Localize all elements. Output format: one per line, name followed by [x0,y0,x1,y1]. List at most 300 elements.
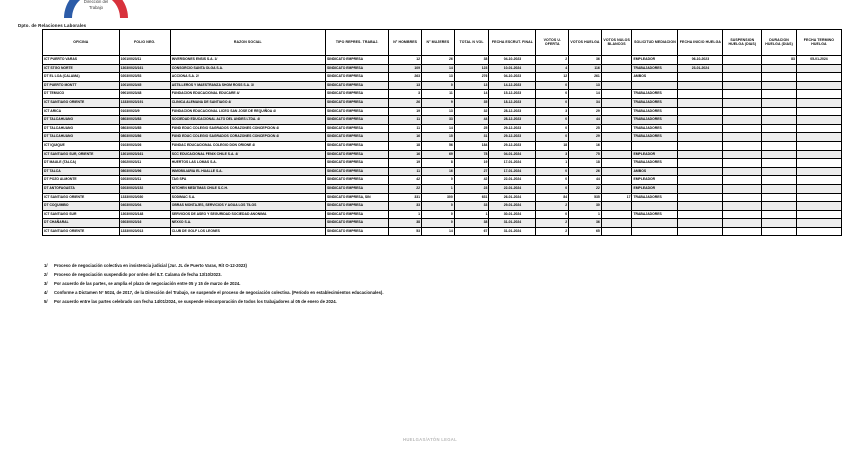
cell-total: 78 [454,150,489,159]
cell-fecha_fin [796,116,841,125]
cell-tipo: SINDICATO EMPRESA [326,90,389,99]
cell-suspension [723,64,762,73]
cell-folio: 1333/0023/191 [119,98,170,107]
cell-razon: KITCHEN MEDITMAS CHILE S.C.H. [170,184,325,193]
cell-razon: ACCIONA S.A. 2/ [170,73,325,82]
cell-mujeres: 8 [422,159,455,168]
table-row [43,56,842,65]
footnote-text: Proceso de negociación colectiva en insistencia judicial (Jur. JL de Puerto Varas, Rit O-12-2023) [54,263,247,268]
cell-votos_nb [601,176,632,185]
cell-hombres: 26 [389,98,422,107]
cell-solicitud: TRABAJADORES [632,64,678,73]
cell-fecha_esc: 18-12-2023 [489,98,536,107]
cell-mujeres: 9 [422,98,455,107]
cell-votos_nb [601,210,632,219]
table-row [43,150,842,159]
cell-fecha_fin [796,210,841,219]
cell-votos_of: 2 [536,227,569,236]
cell-duracion [762,90,797,99]
cell-fecha_ini [678,184,723,193]
cell-votos_of: 0 [536,167,569,176]
cell-oficina: DT TALCAHUANO [43,124,120,133]
footnote [44,291,844,295]
cell-razon: FUND EDUC COLEGIO SAGRADOS CORAZONES CONCEPCION 4/ [170,133,325,142]
cell-oficina: DT TALCA [43,167,120,176]
cell-folio: 1303/0023/161 [119,64,170,73]
cell-fecha_esc: 28-12-2023 [489,116,536,125]
cell-total: 276 [454,73,489,82]
cell-duracion [762,141,797,150]
cell-votos_hu: 34 [569,98,602,107]
cell-mujeres: 0 [422,210,455,219]
cell-tipo: SINDICATO EMPRESA [326,167,389,176]
footnote-index: 1/ [44,263,48,268]
cell-fecha_esc: 26-01-2024 [489,193,536,202]
cell-oficina: DT TEMUCO [43,90,120,99]
cell-tipo: SINDICATO EMPRESA [326,176,389,185]
cell-votos_nb: 17 [601,193,632,202]
cell-votos_hu: 29 [569,133,602,142]
cell-fecha_ini [678,219,723,228]
cell-total: 32 [454,107,489,116]
cell-fecha_ini [678,193,723,202]
cell-folio: 0803/0023/85 [119,124,170,133]
table-row [43,107,842,116]
cell-fecha_esc: 10-01-2024 [489,64,536,73]
cell-oficina: ICT ARICA [43,107,120,116]
cell-votos_hu: 44 [569,176,602,185]
cell-folio: 0803/0023/83 [119,116,170,125]
column-header-suspension: SUSPENSION HUELGA (DIAS) [723,30,762,56]
footnote [44,300,844,304]
cell-folio: 0403/0023/04 [119,202,170,211]
table-row [43,176,842,185]
cell-votos_hu: 25 [569,124,602,133]
cell-fecha_ini [678,150,723,159]
cell-oficina: ICT STGO NORTE [43,64,120,73]
cell-suspension [723,73,762,82]
cell-duracion [762,159,797,168]
cell-tipo: SINDICATO EMPRESA [326,133,389,142]
cell-razon: NEXXO S.A. [170,219,325,228]
cell-fecha_ini: 06-10-2023 [678,56,723,65]
cell-suspension [723,176,762,185]
cell-hombres: 16 [389,133,422,142]
cell-hombres: 19 [389,159,422,168]
footnote-text: Por acuerdo entre las partes celebrado con fecha 14/01/2024, se suspende reincorporación de todos los trabajadores al 05 de enero de 2024. [54,299,337,304]
cell-fecha_esc: 17-01-2024 [489,159,536,168]
cell-fecha_fin [796,98,841,107]
cell-tipo: SINDICATO EMPRESA [326,56,389,65]
cell-total: 38 [454,56,489,65]
cell-votos_of: 0 [536,98,569,107]
cell-suspension [723,202,762,211]
cell-mujeres: 0 [422,176,455,185]
cell-suspension [723,107,762,116]
cell-votos_of: 18 [536,141,569,150]
cell-fecha_esc: 22-01-2024 [489,176,536,185]
cell-votos_of: 0 [536,116,569,125]
cell-duracion [762,184,797,193]
cell-folio: 0803/0023/96 [119,167,170,176]
footnotes [44,264,844,309]
cell-votos_of: 2 [536,202,569,211]
cell-razon: SOCIEDAD EDUCACIONAL ALTO DEL ANDES LTDA. 4/ [170,116,325,125]
cell-votos_nb [601,150,632,159]
cell-fecha_ini [678,176,723,185]
cell-fecha_ini [678,116,723,125]
cell-votos_nb [601,98,632,107]
footnote-index: 5/ [44,299,48,304]
cell-fecha_ini: 23-01-2024 [678,64,723,73]
table-row [43,124,842,133]
cell-razon: OBRAS MONTAJES, SERVICIOS Y AGUA LOS TILOS [170,202,325,211]
table-body [43,56,842,236]
cell-duracion [762,219,797,228]
footnote [44,273,844,277]
cell-folio: 1001/0023/11 [119,56,170,65]
cell-oficina: DT PUERTO MONTT [43,81,120,90]
cell-razon: CLINICA ALEMANA DE SANTIAGO 4/ [170,98,325,107]
page-header [0,0,860,30]
table-row [43,227,842,236]
column-header-duracion: DURACION HUELGA (DIAS) [762,30,797,56]
cell-votos_nb [601,56,632,65]
cell-oficina: ICT IQUIQUE [43,141,120,150]
table-row [43,202,842,211]
table-row [43,210,842,219]
cell-votos_hu: 1 [569,210,602,219]
cell-hombres: 53 [389,227,422,236]
cell-mujeres: 13 [422,73,455,82]
column-header-tipo: TIPO REPRES. TRABAJ. [326,30,389,56]
cell-razon: TAG SPA [170,176,325,185]
cell-suspension [723,133,762,142]
cell-fecha_ini [678,107,723,116]
cell-votos_of: 0 [536,81,569,90]
cell-fecha_fin [796,124,841,133]
column-header-hombres: N° HOMBRES [389,30,422,56]
cell-fecha_esc: 29-12-2023 [489,124,536,133]
cell-oficina: DT MAULE (TALCA) [43,159,120,168]
cell-tipo: SINDICATO EMPRESA [326,219,389,228]
cell-votos_of: 0 [536,124,569,133]
cell-suspension [723,159,762,168]
cell-razon: INVERSIONES ENSIS S.A. 1/ [170,56,325,65]
cell-oficina: ICT SANTIAGO ORIENTE [43,193,120,202]
cell-fecha_fin [796,64,841,73]
cell-solicitud [632,202,678,211]
cell-votos_of: 3 [536,150,569,159]
table-row [43,159,842,168]
table-row [43,141,842,150]
cell-oficina: ICT PUERTO VARAS [43,56,120,65]
cell-votos_of: 12 [536,73,569,82]
column-header-oficina: OFICINA [43,30,120,56]
cell-folio: 1333/0023/013 [119,227,170,236]
cell-tipo: SINDICATO EMPRESA [326,159,389,168]
cell-votos_of: 0 [536,176,569,185]
cell-oficina: ICT SANTIAGO ORIENTE [43,227,120,236]
cell-tipo: SINDICATO EMPRESA [326,150,389,159]
cell-fecha_fin [796,219,841,228]
column-header-votos_hu: VOTOS HUELGA [569,30,602,56]
cell-razon: HUERTOS LAS LOMAS S.A. [170,159,325,168]
cell-total: 14 [454,90,489,99]
cell-solicitud: TRABAJADORES [632,193,678,202]
direccion-del-trabajo-logo [58,0,134,24]
cell-fecha_ini [678,210,723,219]
cell-solicitud: EMPLEADOR [632,150,678,159]
cell-solicitud: TRABAJADORES [632,116,678,125]
cell-suspension [723,167,762,176]
cell-fecha_esc: 22-01-2024 [489,184,536,193]
cell-solicitud: TRABAJADORES [632,90,678,99]
cell-votos_hu: 261 [569,73,602,82]
footnote-index: 3/ [44,281,48,286]
cell-folio: 0203/0023/11 [119,176,170,185]
cell-hombres: 42 [389,176,422,185]
cell-oficina: DT TALCAHUANO [43,116,120,125]
cell-solicitud: TRABAJADORES [632,210,678,219]
cell-votos_hu: 36 [569,219,602,228]
table-row [43,133,842,142]
cell-duracion [762,193,797,202]
cell-votos_of: 0 [536,90,569,99]
cell-duracion [762,202,797,211]
cell-votos_of: 2 [536,56,569,65]
cell-solicitud: EMPLEADOR [632,56,678,65]
cell-fecha_ini [678,98,723,107]
cell-fecha_fin [796,150,841,159]
footnote [44,264,844,268]
cell-fecha_fin [796,90,841,99]
cell-tipo: SINDICATO EMPRESA [326,184,389,193]
cell-votos_nb [601,219,632,228]
cell-mujeres: 15 [422,133,455,142]
cell-votos_nb [601,133,632,142]
cell-tipo: SINDICATO EMPRESA [326,141,389,150]
column-header-fecha_esc: FECHA ESCRUT. FINAL [489,30,536,56]
cell-votos_nb [601,116,632,125]
cell-oficina: ICT SANTIAGO SUR, ORIENTE [43,150,120,159]
column-header-razon: RAZON SOCIAL [170,30,325,56]
cell-suspension [723,98,762,107]
cell-votos_hu: 116 [569,64,602,73]
cell-fecha_esc: 31-01-2024 [489,219,536,228]
cell-folio: 1303/0023/148 [119,210,170,219]
cell-total: 123 [454,64,489,73]
cell-tipo: SINDICATO EMPRESA [326,202,389,211]
cell-hombres: 263 [389,73,422,82]
cell-hombres: 331 [389,193,422,202]
cell-mujeres: 14 [422,227,455,236]
cell-tipo: SINDICATO EMPRESA [326,227,389,236]
cell-razon: CLUB DE GOLF LOS LEONES [170,227,325,236]
cell-fecha_fin: 05-01-2024 [796,56,841,65]
cell-duracion [762,227,797,236]
cell-solicitud: TRABAJADORES [632,107,678,116]
cell-fecha_fin [796,184,841,193]
cell-duracion [762,124,797,133]
cell-duracion [762,150,797,159]
cell-suspension [723,184,762,193]
cell-total: 42 [454,176,489,185]
cell-solicitud: TRABAJADORES [632,98,678,107]
cell-votos_of: 3 [536,107,569,116]
cell-votos_hu: 16 [569,141,602,150]
cell-solicitud [632,81,678,90]
cell-razon: ASTILLEROS Y MAESTRANZA SHOM ROSS S.A. 3/ [170,81,325,90]
cell-total: 35 [454,98,489,107]
cell-votos_nb [601,184,632,193]
cell-fecha_fin [796,167,841,176]
cell-oficina: DT EL LOA (CALAMA) [43,73,120,82]
cell-solicitud: TRABAJADORES [632,159,678,168]
cell-tipo: SINDICATO EMPRESA, SIN [326,193,389,202]
cell-razon: FUNDAC EDUCACIONAL COLEGIO DON ORIONE 4/ [170,141,325,150]
cell-votos_nb [601,73,632,82]
cell-fecha_ini [678,227,723,236]
cell-votos_of: 0 [536,210,569,219]
cell-suspension [723,90,762,99]
table-row [43,116,842,125]
cell-total: 184 [454,141,489,150]
column-header-fecha_fin: FECHA TERMINO HUELGA [796,30,841,56]
cell-suspension [723,141,762,150]
cell-folio: 1001/0023/45 [119,81,170,90]
table-row [43,219,842,228]
cell-tipo: SINDICATO EMPRESA [326,98,389,107]
cell-votos_hu: 30 [569,202,602,211]
footnote [44,282,844,286]
cell-hombres: 19 [389,107,422,116]
cell-total: 23 [454,184,489,193]
cell-hombres: 16 [389,150,422,159]
cell-duracion [762,64,797,73]
cell-hombres: 18 [389,141,422,150]
cell-fecha_fin [796,133,841,142]
cell-votos_nb [601,124,632,133]
cell-votos_nb [601,167,632,176]
cell-fecha_ini [678,124,723,133]
cell-fecha_fin [796,227,841,236]
cell-votos_hu: 535 [569,193,602,202]
cell-votos_of: 84 [536,193,569,202]
logo-line2-text: Trabajo [88,5,104,10]
cell-mujeres: 14 [422,64,455,73]
cell-hombres: 13 [389,81,422,90]
cell-fecha_esc: 29-01-2024 [489,202,536,211]
cell-hombres: 22 [389,184,422,193]
table-row [43,90,842,99]
cell-fecha_ini [678,73,723,82]
table-row [43,73,842,82]
cell-votos_hu: 44 [569,116,602,125]
footnote-index: 4/ [44,290,48,295]
cell-suspension [723,81,762,90]
column-header-solicitud: SOLICITUD MEDIACION [632,30,678,56]
cell-hombres: 1 [389,210,422,219]
report-table-container [42,29,842,236]
cell-folio: 0302/0023/11 [119,159,170,168]
cell-votos_hu: 22 [569,184,602,193]
cell-total: 1 [454,210,489,219]
cell-votos_nb [601,159,632,168]
cell-fecha_esc: 14-12-2023 [489,81,536,90]
cell-fecha_esc: 04-10-2023 [489,73,536,82]
table-row [43,81,842,90]
cell-folio: 0803/0023/86 [119,133,170,142]
cell-oficina: DT CHAÑARAL [43,219,120,228]
cell-duracion [762,167,797,176]
cell-votos_hu: 36 [569,56,602,65]
cell-folio: 0203/0023/152 [119,184,170,193]
cell-fecha_fin [796,81,841,90]
cell-folio: 0103/0023/26 [119,141,170,150]
cell-mujeres: 1 [422,184,455,193]
cell-votos_nb [601,141,632,150]
cell-votos_nb [601,90,632,99]
footnote-text: Por acuerdo de las partes, se amplía el plazo de negociación entre 05 y 15 de marzo de 2024. [54,281,241,286]
cell-razon: FUNDACION EDUCACIONAL EDUCARE 4/ [170,90,325,99]
cell-fecha_ini [678,202,723,211]
cell-fecha_fin [796,202,841,211]
column-header-fecha_ini: FECHA INICIO HUELGA [678,30,723,56]
cell-hombres: 33 [389,202,422,211]
cell-tipo: SINDICATO EMPRESA [326,73,389,82]
cell-hombres: 109 [389,64,422,73]
cell-mujeres: 300 [422,193,455,202]
cell-total: 13 [454,81,489,90]
cell-oficina: ICT SANTIAGO ORIENTE [43,98,120,107]
cell-total: 631 [454,193,489,202]
cell-votos_of: 0 [536,133,569,142]
cell-suspension [723,193,762,202]
cell-folio: 0103/0023/9 [119,107,170,116]
table-row [43,167,842,176]
cell-razon: INMOBILIARIA EL HUALLE S.A. [170,167,325,176]
cell-hombres: 38 [389,219,422,228]
bottom-watermark-label: HUELGAS/ATÓN LEGAL [403,437,457,442]
cell-votos_hu: 18 [569,159,602,168]
column-header-total: TOTAL N VOL [454,30,489,56]
cell-fecha_fin [796,193,841,202]
cell-mujeres: 56 [422,141,455,150]
cell-tipo: SINDICATO EMPRESA [326,107,389,116]
cell-solicitud: AMBOS [632,73,678,82]
cell-folio: 1333/0023/030 [119,193,170,202]
table-row [43,98,842,107]
cell-suspension [723,227,762,236]
cell-folio: 1301/0023/161 [119,150,170,159]
department-label: Dpto. de Relaciones Laborales [18,23,87,28]
cell-fecha_ini [678,81,723,90]
cell-mujeres: 26 [422,56,455,65]
cell-oficina: DT TALCAHUANO [43,133,120,142]
cell-solicitud: EMPLEADOR [632,184,678,193]
cell-solicitud: TRABAJADORES [632,124,678,133]
cell-fecha_esc: 31-01-2024 [489,227,536,236]
cell-votos_hu: 29 [569,107,602,116]
cell-fecha_ini [678,133,723,142]
cell-fecha_ini [678,159,723,168]
cell-tipo: SINDICATO EMPRESA [326,210,389,219]
cell-mujeres: 11 [422,90,455,99]
cell-total: 67 [454,227,489,236]
cell-fecha_fin [796,176,841,185]
cell-tipo: SINDICATO EMPRESA [326,124,389,133]
